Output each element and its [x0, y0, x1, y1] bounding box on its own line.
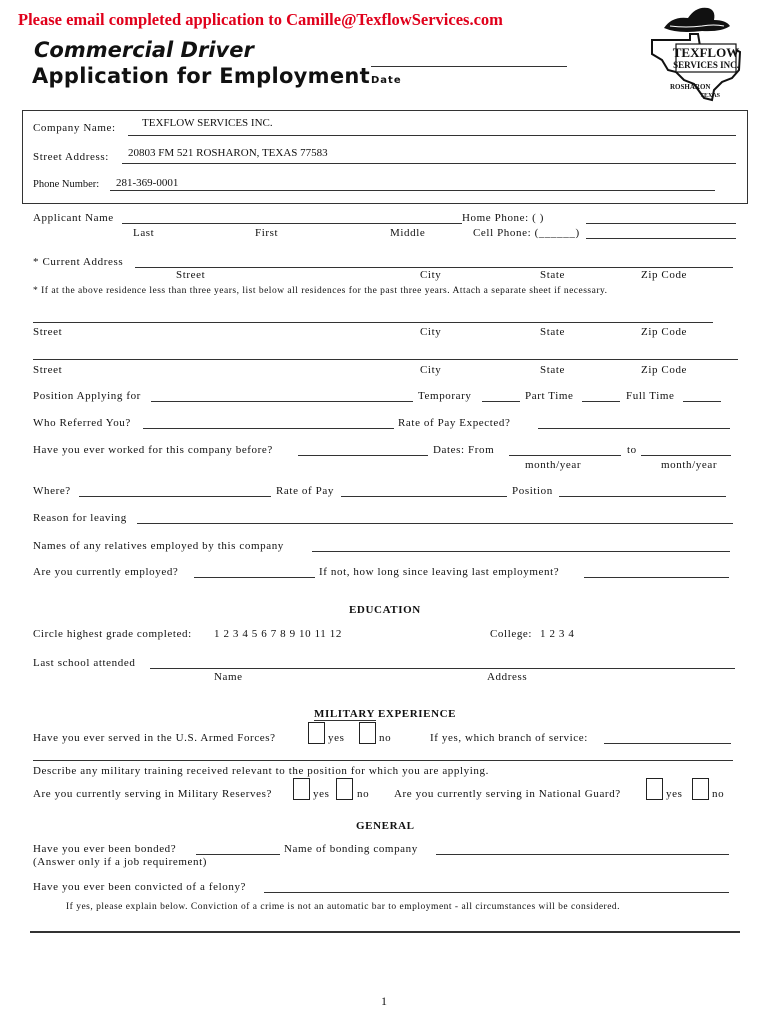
part-time-label: Part Time	[525, 390, 574, 402]
form-title-line2: Application for Employment	[32, 64, 370, 88]
cell-phone-label: Cell Phone: (______)	[473, 227, 580, 239]
company-name-label: Company Name:	[33, 122, 116, 134]
where-label: Where?	[33, 485, 71, 497]
served-yes-label: yes	[328, 732, 345, 744]
worked-before-label: Have you ever worked for this company before?	[33, 444, 273, 456]
college-label: College:	[490, 628, 533, 640]
logo-city: ROSHARON	[670, 83, 711, 91]
branch-question: If yes, which branch of service:	[430, 732, 588, 744]
referred-label: Who Referred You?	[33, 417, 131, 429]
logo-name-line2: SERVICES INC.	[673, 60, 739, 70]
company-name-field[interactable]	[128, 135, 736, 136]
home-phone-field[interactable]	[586, 223, 736, 224]
bonded-field[interactable]	[196, 854, 280, 855]
temporary-field[interactable]	[482, 401, 520, 402]
dates-to-label: to	[627, 444, 637, 456]
reserves-no-checkbox[interactable]	[336, 778, 353, 800]
company-address-label: Street Address:	[33, 151, 109, 163]
education-heading: EDUCATION	[349, 604, 421, 616]
bonding-company-field[interactable]	[436, 854, 729, 855]
school-address-caption: Address	[487, 671, 528, 683]
from-month-year-caption: month/year	[525, 459, 582, 471]
state-caption: State	[540, 364, 565, 376]
felony-question: Have you ever been convicted of a felony?	[33, 881, 247, 893]
guard-no-checkbox[interactable]	[692, 778, 709, 800]
part-time-field[interactable]	[582, 401, 620, 402]
general-heading: GENERAL	[356, 820, 415, 832]
how-long-field[interactable]	[584, 577, 729, 578]
position-field[interactable]	[559, 496, 726, 497]
logo-name-line1: TEXFLOW	[672, 45, 740, 60]
email-notice: Please email completed application to Camille@TexflowServices.com	[18, 10, 503, 29]
where-field[interactable]	[79, 496, 271, 497]
worked-before-field[interactable]	[298, 455, 428, 456]
full-time-field[interactable]	[683, 401, 721, 402]
middle-name-caption: Middle	[390, 227, 426, 239]
guard-yes-checkbox[interactable]	[646, 778, 663, 800]
how-long-label: If not, how long since leaving last employment?	[319, 566, 560, 578]
home-phone-label: Home Phone: ( )	[462, 212, 545, 224]
position-applying-label: Position Applying for	[33, 390, 141, 402]
rate-expected-label: Rate of Pay Expected?	[398, 417, 511, 429]
reason-leaving-label: Reason for leaving	[33, 512, 127, 524]
form-title-line1: Commercial Driver	[34, 38, 254, 62]
military-training-question: Describe any military training received relevant to the position for which you are applying.	[33, 765, 489, 777]
applicant-name-field[interactable]	[122, 223, 462, 224]
military-heading-underline	[314, 720, 376, 721]
date-field[interactable]	[371, 66, 567, 67]
street-caption: Street	[33, 364, 63, 376]
reserves-no-label: no	[357, 788, 370, 800]
reserves-question: Are you currently serving in Military Reserves?	[33, 788, 272, 800]
company-address-field[interactable]	[122, 163, 736, 164]
felony-field[interactable]	[264, 892, 729, 893]
served-no-label: no	[379, 732, 392, 744]
zip-caption: Zip Code	[641, 364, 688, 376]
city-caption: City	[420, 326, 442, 338]
rate-expected-field[interactable]	[538, 428, 730, 429]
to-month-year-caption: month/year	[661, 459, 718, 471]
position-label: Position	[512, 485, 553, 497]
city-caption: City	[420, 364, 442, 376]
page-number: 1	[381, 994, 387, 1008]
previous-address-2-field[interactable]	[33, 359, 738, 360]
current-address-field[interactable]	[135, 267, 733, 268]
position-applying-field[interactable]	[151, 401, 413, 402]
city-caption: City	[420, 269, 442, 281]
dates-to-field[interactable]	[641, 455, 731, 456]
texflow-logo-icon	[642, 4, 746, 104]
dates-from-field[interactable]	[509, 455, 621, 456]
relatives-label: Names of any relatives employed by this company	[33, 540, 284, 552]
company-address-value: 20803 FM 521 ROSHARON, TEXAS 77583	[128, 147, 328, 159]
college-year-options[interactable]: 1 2 3 4	[540, 628, 575, 640]
dates-from-label: Dates: From	[433, 444, 495, 456]
served-yes-checkbox[interactable]	[308, 722, 325, 744]
temporary-label: Temporary	[418, 390, 472, 402]
applicant-name-label: Applicant Name	[33, 212, 114, 224]
bonding-company-label: Name of bonding company	[284, 843, 418, 855]
section-divider	[30, 931, 740, 933]
currently-employed-label: Are you currently employed?	[33, 566, 179, 578]
state-caption: State	[540, 326, 565, 338]
guard-yes-label: yes	[666, 788, 683, 800]
national-guard-question: Are you currently serving in National Guard?	[394, 788, 621, 800]
reason-leaving-field[interactable]	[137, 523, 733, 524]
company-phone-value: 281-369-0001	[116, 177, 179, 189]
first-name-caption: First	[255, 227, 279, 239]
state-caption: State	[540, 269, 565, 281]
branch-field[interactable]	[604, 743, 731, 744]
military-extra-line[interactable]	[33, 760, 733, 761]
last-school-label: Last school attended	[33, 657, 136, 669]
full-time-label: Full Time	[626, 390, 675, 402]
cell-phone-field[interactable]	[586, 238, 736, 239]
currently-employed-field[interactable]	[194, 577, 315, 578]
residence-note: * If at the above residence less than three years, list below all residences for the past three years. Attach a separate sheet if necessary.	[33, 286, 608, 296]
relatives-field[interactable]	[312, 551, 730, 552]
previous-address-1-field[interactable]	[33, 322, 713, 323]
school-name-caption: Name	[214, 671, 243, 683]
reserves-yes-label: yes	[313, 788, 330, 800]
served-armed-forces-question: Have you ever served in the U.S. Armed Forces?	[33, 732, 276, 744]
served-no-checkbox[interactable]	[359, 722, 376, 744]
rate-of-pay-field[interactable]	[341, 496, 507, 497]
current-address-label: * Current Address	[33, 256, 124, 268]
guard-no-label: no	[712, 788, 725, 800]
street-caption: Street	[176, 269, 206, 281]
street-caption: Street	[33, 326, 63, 338]
bonded-note: (Answer only if a job requirement)	[33, 856, 208, 868]
last-name-caption: Last	[133, 227, 155, 239]
company-name-value: TEXFLOW SERVICES INC.	[142, 117, 273, 129]
grade-options[interactable]: 1 2 3 4 5 6 7 8 9 10 11 12	[214, 628, 342, 640]
zip-caption: Zip Code	[641, 269, 688, 281]
referred-field[interactable]	[143, 428, 394, 429]
grade-completed-label: Circle highest grade completed:	[33, 628, 192, 640]
logo-state: TEXAS	[700, 93, 721, 99]
rate-of-pay-label: Rate of Pay	[276, 485, 334, 497]
felony-note: If yes, please explain below. Conviction of a crime is not an automatic bar to employment - all circumstances will be considered.	[66, 902, 621, 912]
last-school-field[interactable]	[150, 668, 735, 669]
zip-caption: Zip Code	[641, 326, 688, 338]
company-phone-field[interactable]	[110, 190, 715, 191]
company-phone-label: Phone Number:	[33, 179, 100, 190]
reserves-yes-checkbox[interactable]	[293, 778, 310, 800]
date-label: Date	[371, 75, 402, 86]
military-heading: MILITARY EXPERIENCE	[314, 708, 457, 720]
bonded-question: Have you ever been bonded?	[33, 843, 177, 855]
